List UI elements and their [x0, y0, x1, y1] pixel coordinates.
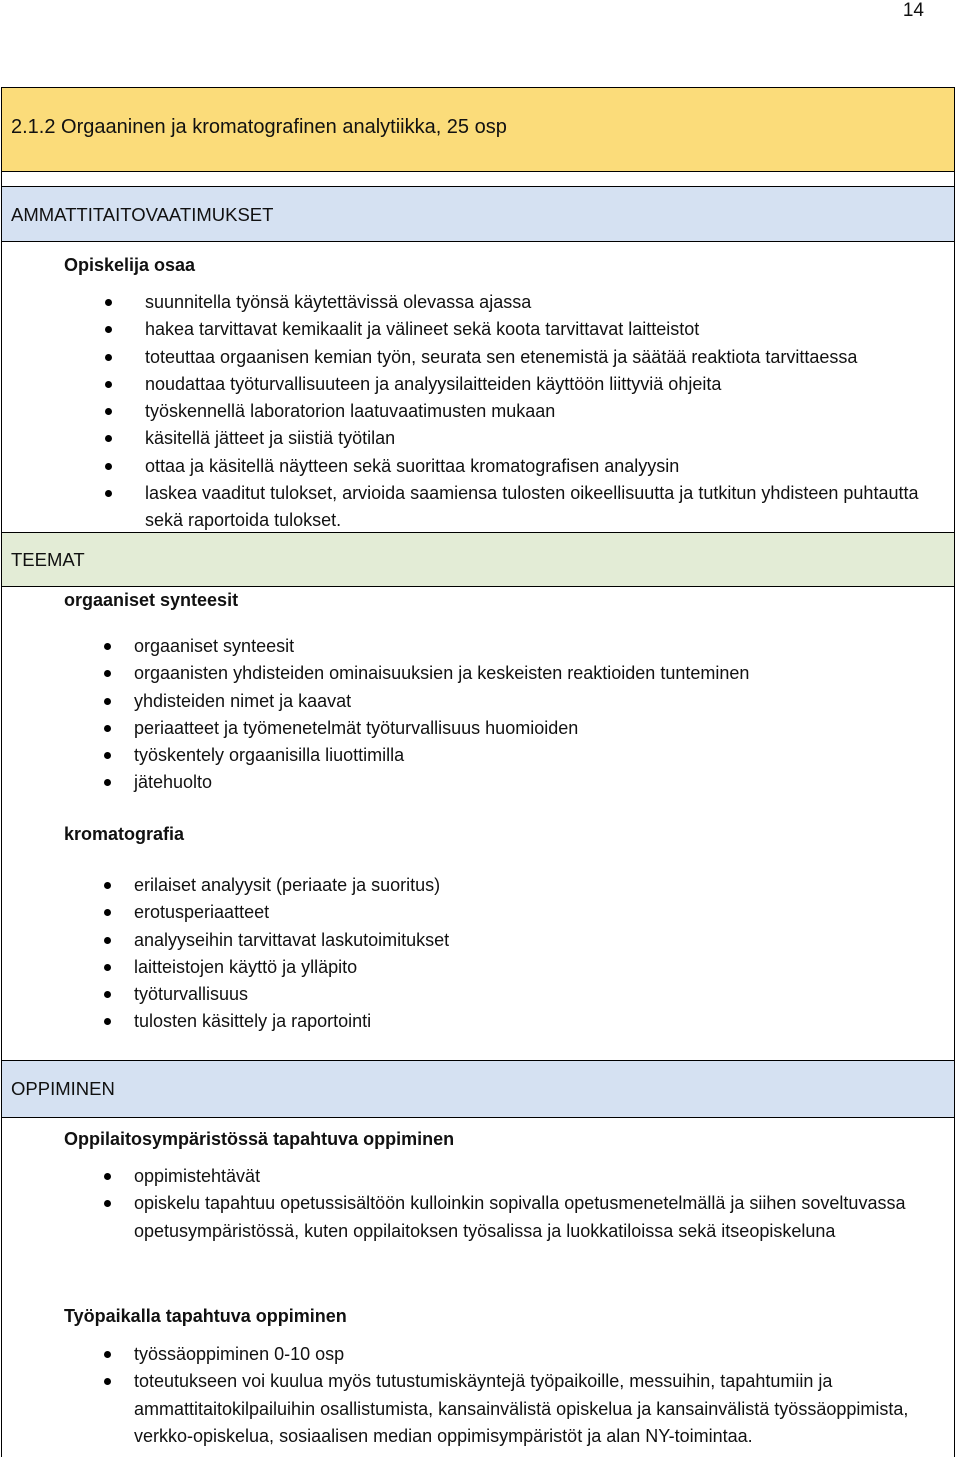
list-item: noudattaa työturvallisuuteen ja analyysilaitteiden käyttöön liittyviä ohjeita: [145, 371, 935, 398]
section-gap: [1, 172, 955, 186]
learning-heading: OPPIMINEN: [11, 1078, 115, 1099]
list-item: työssäoppiminen 0-10 osp: [134, 1341, 944, 1368]
list-item: orgaanisten yhdisteiden ominaisuuksien ja keskeisten reaktioiden tunteminen: [134, 660, 924, 687]
topics-heading: TEEMAT: [11, 549, 85, 570]
list-item: suunnitella työnsä käytettävissä olevassa ajassa: [145, 289, 935, 316]
requirements-subheading: Opiskelija osaa: [64, 255, 196, 275]
list-item: yhdisteiden nimet ja kaavat: [134, 688, 924, 715]
list-item: erilaiset analyysit (periaate ja suoritus): [134, 872, 924, 899]
learning-group2-subheading: Työpaikalla tapahtuva oppiminen: [64, 1306, 347, 1326]
list-item: toteutukseen voi kuulua myös tutustumiskäyntejä työpaikoille, messuihin, tapahtumiin ja ammattitaitokilpailuihin osallistumista, kansainvälistä opiskelua ja kansainvälistä työssäoppimista, verkko-opiskelua, sosiaalisen median oppimisympäristöt ja alan NY-toimintaa.: [134, 1368, 944, 1450]
list-item: jätehuolto: [134, 769, 924, 796]
list-item: analyyseihin tarvittavat laskutoimitukset: [134, 927, 924, 954]
topics-group1-subheading: orgaaniset synteesit: [64, 590, 239, 610]
list-item: periaatteet ja työmenetelmät työturvallisuus huomioiden: [134, 715, 924, 742]
page-number: 14: [902, 0, 924, 21]
list-item: opiskelu tapahtuu opetussisältöön kulloinkin sopivalla opetusmenetelmällä ja siihen soveltuvassa opetusympäristössä, kuten oppilaitoksen työsalissa ja luokkatiloissa sekä itseopiskeluna: [134, 1190, 944, 1245]
list-item: toteuttaa orgaanisen kemian työn, seurata sen etenemistä ja säätää reaktiota tarvittaessa: [145, 344, 935, 371]
topics-group2-list: [134, 872, 924, 1036]
requirements-heading: AMMATTITAITOVAATIMUKSET: [11, 204, 274, 225]
section-title: 2.1.2 Orgaaninen ja kromatografinen analytiikka, 25 osp: [11, 116, 507, 138]
list-item: laitteistojen käyttö ja ylläpito: [134, 954, 924, 981]
list-item: oppimistehtävät: [134, 1163, 944, 1190]
list-item: ottaa ja käsitellä näytteen sekä suorittaa kromatografisen analyysin: [145, 453, 935, 480]
learning-group2-list: [134, 1341, 944, 1450]
list-item: laskea vaaditut tulokset, arvioida saamiensa tulosten oikeellisuutta ja tutkitun yhdisteen puhtautta sekä raportoida tulokset.: [145, 480, 935, 535]
topics-group2-subheading: kromatografia: [64, 824, 185, 844]
list-item: erotusperiaatteet: [134, 899, 924, 926]
topics-band: [1, 532, 955, 587]
requirements-list: [145, 289, 935, 535]
learning-group1-list: [134, 1163, 944, 1245]
list-item: orgaaniset synteesit: [134, 633, 924, 660]
list-item: työskennellä laboratorion laatuvaatimusten mukaan: [145, 398, 935, 425]
topics-group1-list: [134, 633, 924, 797]
list-item: hakea tarvittavat kemikaalit ja välineet sekä koota tarvittavat laitteistot: [145, 316, 935, 343]
list-item: työturvallisuus: [134, 981, 924, 1008]
list-item: tulosten käsittely ja raportointi: [134, 1008, 924, 1035]
learning-band: [1, 1060, 955, 1118]
list-item: käsitellä jätteet ja siistiä työtilan: [145, 425, 935, 452]
list-item: työskentely orgaanisilla liuottimilla: [134, 742, 924, 769]
learning-group1-subheading: Oppilaitosympäristössä tapahtuva oppiminen: [64, 1129, 455, 1149]
